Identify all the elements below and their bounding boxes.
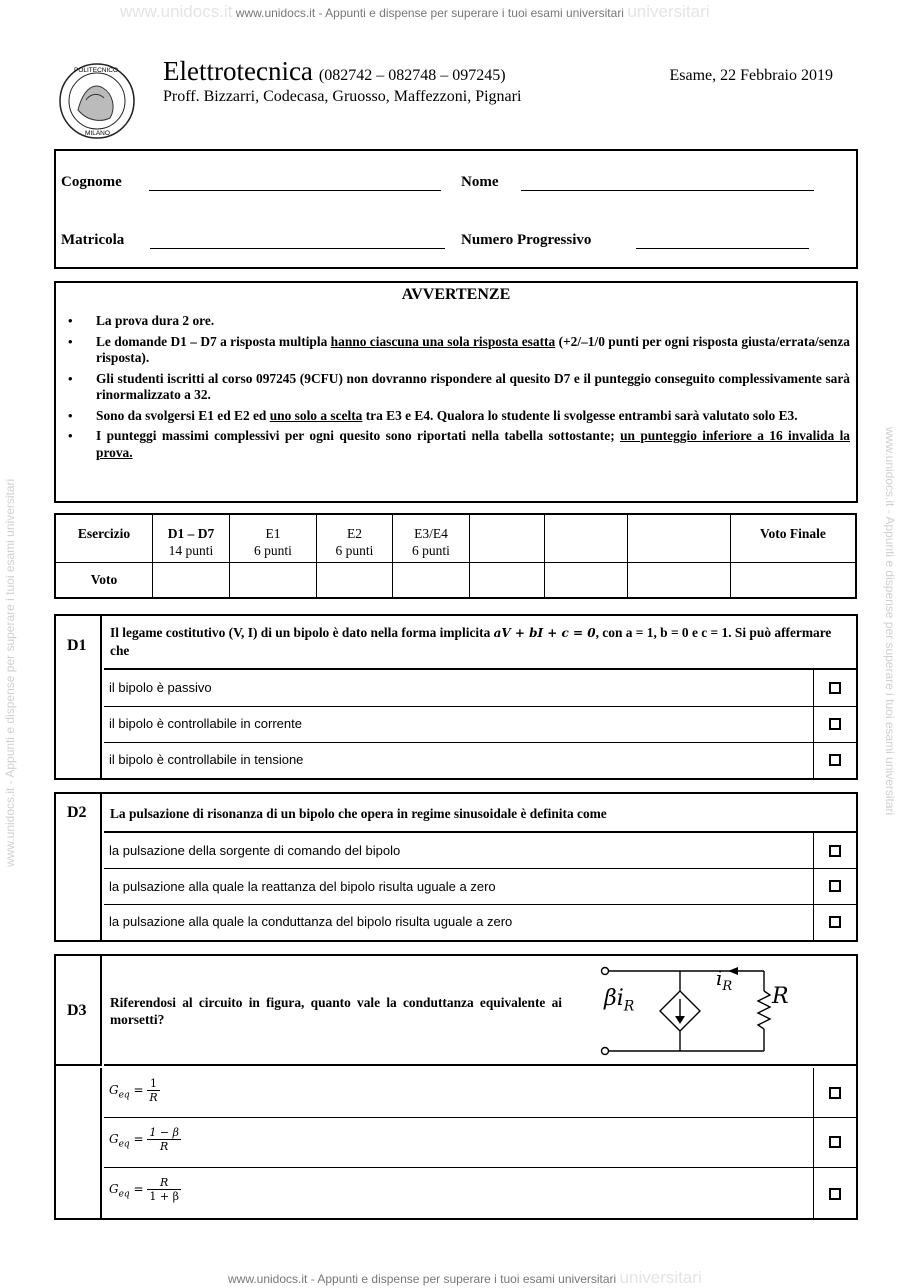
exam-title: Elettrotecnica	[163, 56, 313, 86]
warnings-title: AVVERTENZE	[401, 286, 511, 303]
grade-col-points: 14 punti	[168, 543, 214, 558]
grade-col-points: 6 punti	[412, 543, 450, 558]
option-text: il bipolo è controllabile in corrente	[109, 716, 302, 731]
checkbox-square-icon	[829, 718, 841, 730]
grade-cell	[317, 562, 393, 598]
checkbox-square-icon	[829, 1136, 841, 1148]
course-codes: (082742 – 082748 – 097245)	[318, 67, 506, 84]
question-d3	[54, 954, 858, 1220]
grade-cell	[731, 562, 857, 598]
geq-sub: eq	[118, 1189, 130, 1200]
option-text: il bipolo è passivo	[109, 680, 212, 695]
student-info-box	[54, 149, 858, 269]
grade-col-name: E3/E4	[414, 526, 448, 541]
question-d2	[54, 792, 858, 942]
option-text: la pulsazione alla quale la conduttanza del bipolo risulta uguale a zero	[109, 914, 513, 929]
header	[163, 56, 853, 106]
grade-row-voto: Voto	[55, 562, 153, 598]
checkbox-square-icon	[829, 1087, 841, 1099]
geq-sub: eq	[118, 1090, 130, 1101]
warning-item	[62, 428, 850, 461]
question-text	[104, 616, 856, 670]
warning-item	[62, 334, 850, 367]
banner-faint-left: www.unidocs.it	[120, 2, 233, 21]
professors: Proff. Bizzarri, Codecasa, Gruosso, Maffezzoni, Pignari	[163, 88, 522, 105]
option-checkbox[interactable]	[813, 833, 856, 868]
denominator: 1 + β	[149, 1190, 179, 1203]
question-label: D3	[56, 956, 102, 1066]
grade-cell	[628, 562, 731, 598]
denominator: R	[149, 1091, 158, 1104]
option-checkbox[interactable]	[813, 670, 856, 706]
name-field[interactable]	[521, 189, 814, 191]
warning-item	[62, 371, 850, 404]
question-text: La pulsazione di risonanza di un bipolo che opera in regime sinusoidale è definita come	[104, 794, 856, 833]
grade-col-empty	[470, 514, 545, 562]
geq-sub: eq	[118, 1139, 130, 1150]
grade-cell	[470, 562, 545, 598]
grade-col-empty	[545, 514, 628, 562]
option-row[interactable]	[104, 1168, 856, 1218]
geq-symbol: G	[109, 1182, 119, 1196]
matricola-label: Matricola	[61, 232, 125, 248]
option-row[interactable]	[104, 869, 856, 905]
warning-underline: un punteggio inferiore a 16 invalida la prova.	[96, 428, 850, 460]
warning-text: Gli studenti iscritti al corso 097245 (9CFU) non dovranno rispondere al quesito D7 e il punteggio conseguito complessivamente sarà rinormalizzato a 32.	[96, 370, 850, 402]
grade-col-points: 6 punti	[254, 543, 292, 558]
grade-col-final: Voto Finale	[731, 514, 857, 562]
grade-table	[54, 513, 857, 599]
question-label: D2	[56, 794, 102, 940]
fraction	[147, 1176, 181, 1203]
grade-cell	[545, 562, 628, 598]
equals-sign: =	[133, 1182, 144, 1196]
checkbox-square-icon	[829, 880, 841, 892]
options-list	[56, 670, 856, 778]
numerator: 1	[147, 1077, 159, 1091]
resistor-label: R	[772, 984, 789, 1009]
checkbox-square-icon	[829, 1188, 841, 1200]
question-box	[104, 956, 856, 1066]
grade-col-e3e4	[393, 514, 470, 562]
grade-cell	[393, 562, 470, 598]
option-row[interactable]	[104, 1118, 856, 1168]
option-formula	[109, 1176, 181, 1203]
name-label: Nome	[461, 174, 499, 190]
option-formula	[109, 1077, 160, 1104]
politecnico-logo	[58, 60, 136, 142]
grade-cell	[153, 562, 230, 598]
surname-field[interactable]	[149, 189, 441, 191]
banner-text: www.unidocs.it - Appunti e dispense per superare i tuoi esami universitari	[235, 6, 624, 20]
warning-item	[62, 408, 850, 425]
option-row[interactable]	[104, 833, 856, 869]
options-list	[56, 833, 856, 940]
source-label	[604, 986, 635, 1015]
source-label-text: βi	[604, 986, 624, 1011]
checkbox-square-icon	[829, 916, 841, 928]
grade-col-e1	[230, 514, 317, 562]
option-row[interactable]	[104, 743, 856, 778]
option-text: la pulsazione alla quale la reattanza del bipolo risulta uguale a zero	[109, 879, 496, 894]
option-checkbox[interactable]	[813, 707, 856, 742]
option-text: il bipolo è controllabile in tensione	[109, 752, 304, 767]
warning-text: tra E3 e E4. Qualora lo studente li svolgesse entrambi sarà valutato solo E3.	[362, 407, 798, 423]
question-formula: aV + bI + c = 0	[493, 626, 596, 640]
top-banner	[120, 2, 800, 22]
geq-symbol: G	[109, 1132, 119, 1146]
warnings-list	[62, 313, 850, 461]
warning-text: I punteggi massimi complessivi per ogni quesito sono riportati nella tabella sottostante;	[96, 428, 621, 443]
current-label	[716, 966, 733, 995]
option-row[interactable]	[104, 1068, 856, 1118]
option-checkbox[interactable]	[813, 1118, 856, 1167]
grade-row-label: Esercizio	[55, 514, 153, 562]
bottom-banner-faint: universitari	[619, 1268, 702, 1287]
grade-col-empty	[628, 514, 731, 562]
numerator: R	[147, 1176, 181, 1190]
banner-faint-right: universitari	[627, 2, 710, 21]
option-checkbox[interactable]	[813, 905, 856, 940]
bottom-banner	[228, 1268, 702, 1288]
grade-cell	[230, 562, 317, 598]
option-checkbox[interactable]	[813, 743, 856, 778]
logo-text-top: POLITECNICO	[74, 67, 119, 74]
warnings-box	[54, 281, 858, 503]
checkbox-square-icon	[829, 754, 841, 766]
current-label-sub: R	[722, 979, 733, 994]
fraction	[147, 1077, 159, 1104]
question-text-part: , con a = 1, b = 0 e c = 1. Si può affermare che	[110, 625, 832, 658]
grade-col-d1d7	[153, 514, 230, 562]
numerator: 1 − β	[149, 1126, 179, 1139]
option-text: la pulsazione della sorgente di comando del bipolo	[109, 843, 401, 858]
denominator: R	[160, 1140, 169, 1153]
option-checkbox[interactable]	[813, 1068, 856, 1117]
warning-item	[62, 313, 850, 330]
warning-text: (+2/–1/0 punti per ogni risposta giusta/errata/senza risposta).	[96, 333, 850, 365]
progressive-label: Numero Progressivo	[461, 232, 592, 248]
progressive-field[interactable]	[636, 247, 809, 249]
option-checkbox[interactable]	[813, 1168, 856, 1218]
option-checkbox[interactable]	[813, 869, 856, 904]
grade-col-name: E2	[347, 526, 362, 541]
question-text: Riferendosi al circuito in figura, quanto vale la conduttanza equivalente ai morsetti?	[110, 995, 562, 1027]
logo-text-bottom: MILANO	[85, 130, 110, 137]
question-text-part: Il legame costitutivo (V, I) di un bipolo è dato nella forma implicita	[110, 625, 494, 640]
grade-col-e2	[317, 514, 393, 562]
fraction	[147, 1126, 181, 1153]
checkbox-square-icon	[829, 682, 841, 694]
checkbox-square-icon	[829, 845, 841, 857]
matricola-field[interactable]	[150, 247, 445, 249]
bottom-banner-text: www.unidocs.it - Appunti e dispense per superare i tuoi esami universitari	[228, 1272, 617, 1286]
circuit-diagram	[594, 958, 794, 1062]
surname-label: Cognome	[61, 174, 122, 190]
option-row[interactable]	[104, 707, 856, 743]
option-formula	[109, 1126, 181, 1153]
equals-sign: =	[133, 1083, 144, 1097]
options-list	[56, 1068, 856, 1218]
geq-symbol: G	[109, 1083, 119, 1097]
grade-col-points: 6 punti	[335, 543, 374, 558]
current-label-text: i	[716, 966, 723, 990]
grade-col-name: E1	[265, 526, 281, 541]
question-label: D1	[56, 616, 102, 778]
warning-text: La prova dura 2 ore.	[96, 313, 215, 328]
option-row[interactable]	[104, 905, 856, 940]
source-label-sub: R	[623, 998, 635, 1015]
left-side-watermark: www.unidocs.it - Appunti e dispense per superare i tuoi esami universitari	[3, 478, 17, 867]
right-side-watermark: www.unidocs.it - Appunti e dispense per superare i tuoi esami universitari	[883, 427, 897, 816]
warning-underline: uno solo a scelta	[269, 407, 363, 423]
warning-text: Sono da svolgersi E1 ed E2 ed	[96, 407, 270, 423]
equals-sign: =	[133, 1132, 144, 1146]
exam-date: Esame, 22 Febbraio 2019	[669, 67, 833, 84]
warning-underline: hanno ciascuna una sola risposta esatta	[330, 333, 556, 349]
grade-col-name: D1 – D7	[167, 526, 215, 541]
question-d1	[54, 614, 858, 780]
option-row[interactable]	[104, 670, 856, 707]
warning-text: Le domande D1 – D7 a risposta multipla	[96, 333, 331, 349]
